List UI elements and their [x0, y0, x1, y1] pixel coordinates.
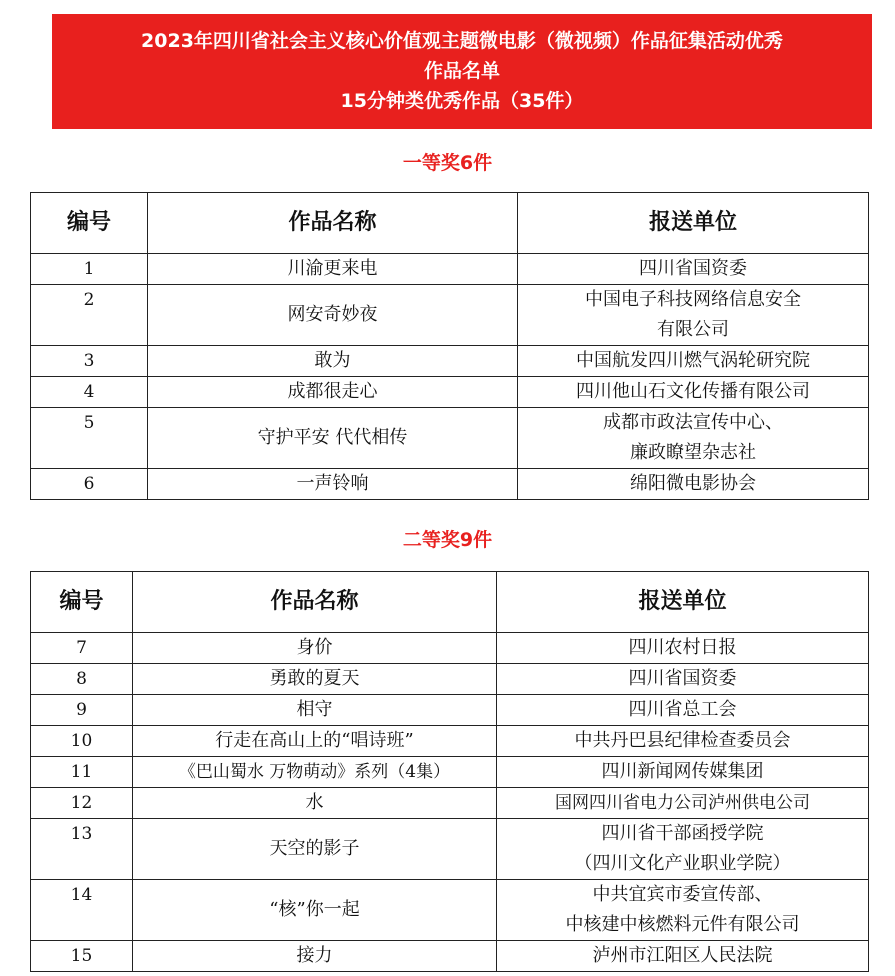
- row-number: 11: [31, 757, 133, 788]
- table-row: [31, 408, 869, 469]
- submitting-unit: 四川他山石文化传播有限公司: [518, 377, 869, 408]
- row-number: 6: [31, 469, 148, 500]
- table-header-row: [31, 193, 869, 254]
- work-title: 一声铃响: [148, 469, 518, 500]
- submitting-unit: 中国电子科技网络信息安全 有限公司: [518, 285, 869, 346]
- submitting-unit: 四川省总工会: [497, 695, 869, 726]
- submitting-unit: 四川新闻网传媒集团: [497, 757, 869, 788]
- submitting-unit: 国网四川省电力公司泸州供电公司: [497, 788, 869, 819]
- table-row: [31, 695, 869, 726]
- work-title: 勇敢的夏天: [133, 664, 497, 695]
- table-row: [31, 880, 869, 941]
- work-title: 守护平安 代代相传: [148, 408, 518, 469]
- table-row: [31, 726, 869, 757]
- table-row: [31, 633, 869, 664]
- table-row: [31, 377, 869, 408]
- banner-title-line-3: 15分钟类优秀作品（35件）: [340, 90, 584, 112]
- banner-title-line-1: 2023年四川省社会主义核心价值观主题微电影（微视频）作品征集活动优秀: [141, 30, 783, 52]
- table-row: [31, 346, 869, 377]
- header-unit: 报送单位: [497, 572, 869, 633]
- work-title: 网安奇妙夜: [148, 285, 518, 346]
- submitting-unit: 四川省干部函授学院 （四川文化产业职业学院）: [497, 819, 869, 880]
- row-number: 9: [31, 695, 133, 726]
- work-title: 成都很走心: [148, 377, 518, 408]
- work-title: 相守: [133, 695, 497, 726]
- submitting-unit: 成都市政法宣传中心、 廉政瞭望杂志社: [518, 408, 869, 469]
- table-row: [31, 285, 869, 346]
- submitting-unit: 中国航发四川燃气涡轮研究院: [518, 346, 869, 377]
- row-number: 4: [31, 377, 148, 408]
- work-title: 《巴山蜀水 万物萌动》系列（4集）: [133, 757, 497, 788]
- title-banner: [52, 14, 872, 129]
- table-row: [31, 941, 869, 972]
- header-title: 作品名称: [133, 572, 497, 633]
- work-title: 接力: [133, 941, 497, 972]
- table-row: [31, 757, 869, 788]
- row-number: 5: [31, 408, 148, 469]
- second-prize-table: [30, 571, 869, 972]
- table-row: [31, 664, 869, 695]
- row-number: 2: [31, 285, 148, 346]
- work-title: “核”你一起: [133, 880, 497, 941]
- submitting-unit: 四川省国资委: [518, 254, 869, 285]
- table-row: [31, 254, 869, 285]
- header-number: 编号: [31, 572, 133, 633]
- submitting-unit: 四川省国资委: [497, 664, 869, 695]
- table-row: [31, 469, 869, 500]
- submitting-unit: 中共丹巴县纪律检查委员会: [497, 726, 869, 757]
- header-title: 作品名称: [148, 193, 518, 254]
- first-prize-table: [30, 192, 869, 500]
- table-header-row: [31, 572, 869, 633]
- row-number: 7: [31, 633, 133, 664]
- work-title: 身价: [133, 633, 497, 664]
- row-number: 8: [31, 664, 133, 695]
- work-title: 行走在高山上的“唱诗班”: [133, 726, 497, 757]
- row-number: 15: [31, 941, 133, 972]
- row-number: 13: [31, 819, 133, 880]
- work-title: 敢为: [148, 346, 518, 377]
- banner-title-line-2: 作品名单: [423, 60, 500, 82]
- submitting-unit: 四川农村日报: [497, 633, 869, 664]
- first-prize-heading: 一等奖6件: [402, 152, 493, 174]
- header-number: 编号: [31, 193, 148, 254]
- submitting-unit: 中共宜宾市委宣传部、 中核建中核燃料元件有限公司: [497, 880, 869, 941]
- row-number: 10: [31, 726, 133, 757]
- row-number: 3: [31, 346, 148, 377]
- second-prize-heading: 二等奖9件: [402, 529, 493, 551]
- header-unit: 报送单位: [518, 193, 869, 254]
- work-title: 川渝更来电: [148, 254, 518, 285]
- row-number: 14: [31, 880, 133, 941]
- work-title: 水: [133, 788, 497, 819]
- submitting-unit: 泸州市江阳区人民法院: [497, 941, 869, 972]
- submitting-unit: 绵阳微电影协会: [518, 469, 869, 500]
- table-row: [31, 819, 869, 880]
- work-title: 天空的影子: [133, 819, 497, 880]
- table-row: [31, 788, 869, 819]
- row-number: 12: [31, 788, 133, 819]
- row-number: 1: [31, 254, 148, 285]
